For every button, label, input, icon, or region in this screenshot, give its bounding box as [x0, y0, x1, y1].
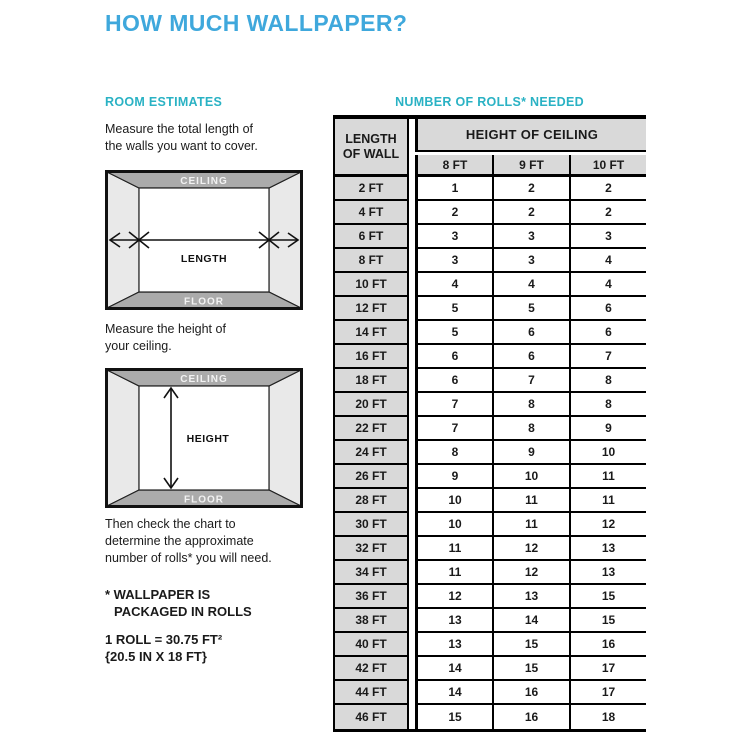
rolls-value-cell: 6 [569, 321, 646, 345]
rolls-value-cell: 4 [492, 273, 569, 297]
rolls-value-cell: 5 [492, 297, 569, 321]
wall-length-cell: 10 FT [333, 273, 409, 297]
rolls-value-cell: 2 [492, 201, 569, 225]
wall-length-cell: 24 FT [333, 441, 409, 465]
table-row [333, 465, 646, 489]
ceiling-label: CEILING [180, 176, 228, 187]
rolls-value-cell: 9 [492, 441, 569, 465]
rolls-value-cell: 8 [492, 393, 569, 417]
rolls-value-cell: 11 [569, 489, 646, 513]
table-row [333, 249, 646, 273]
wall-length-cell: 44 FT [333, 681, 409, 705]
rolls-value-cell: 8 [569, 393, 646, 417]
rolls-value-cell: 7 [492, 369, 569, 393]
table-row [333, 273, 646, 297]
rolls-value-cell: 16 [492, 705, 569, 729]
ceiling-label: CEILING [180, 374, 228, 385]
wall-length-cell: 28 FT [333, 489, 409, 513]
rolls-value-cell: 7 [415, 417, 492, 441]
rolls-value-cell: 6 [569, 297, 646, 321]
rolls-value-cell: 1 [415, 177, 492, 201]
instruction-step-2: Measure the height of your ceiling. [105, 322, 226, 353]
rolls-value-cell: 10 [492, 465, 569, 489]
rolls-value-cell: 15 [492, 633, 569, 657]
rolls-value-cell: 4 [569, 273, 646, 297]
rolls-value-cell: 16 [569, 633, 646, 657]
rolls-value-cell: 11 [415, 561, 492, 585]
ceiling-height-columns [415, 155, 646, 177]
rolls-value-cell: 17 [569, 681, 646, 705]
table-row [333, 321, 646, 345]
rolls-value-cell: 2 [415, 201, 492, 225]
wall-length-cell: 12 FT [333, 297, 409, 321]
rolls-value-cell: 3 [415, 249, 492, 273]
rolls-value-cell: 13 [415, 609, 492, 633]
table-row [333, 705, 646, 729]
rolls-value-cell: 11 [415, 537, 492, 561]
wall-length-cell: 42 FT [333, 657, 409, 681]
table-row [333, 201, 646, 225]
wall-length-cell: 20 FT [333, 393, 409, 417]
rolls-value-cell: 8 [415, 441, 492, 465]
table-row [333, 561, 646, 585]
left-wall-shape [107, 370, 139, 506]
rolls-value-cell: 6 [415, 345, 492, 369]
wall-length-cell: 30 FT [333, 513, 409, 537]
table-row [333, 225, 646, 249]
wall-length-cell: 26 FT [333, 465, 409, 489]
column-header-9ft: 9 FT [492, 155, 569, 174]
rolls-value-cell: 8 [492, 417, 569, 441]
wall-length-cell: 32 FT [333, 537, 409, 561]
rolls-value-cell: 10 [415, 489, 492, 513]
table-row [333, 297, 646, 321]
column-header-10ft: 10 FT [569, 155, 646, 174]
wall-length-cell: 6 FT [333, 225, 409, 249]
rolls-value-cell: 12 [569, 513, 646, 537]
instruction-step-3: Then check the chart to determine the approximate number of rolls* you will need. [105, 517, 272, 565]
rolls-value-cell: 4 [569, 249, 646, 273]
rolls-value-cell: 6 [492, 321, 569, 345]
rolls-value-cell: 8 [569, 369, 646, 393]
wall-length-cell: 38 FT [333, 609, 409, 633]
rolls-table [333, 115, 646, 732]
floor-label: FLOOR [184, 494, 224, 506]
rolls-value-cell: 10 [415, 513, 492, 537]
rolls-value-cell: 7 [415, 393, 492, 417]
table-body [333, 177, 646, 729]
rolls-value-cell: 2 [569, 177, 646, 201]
wall-length-cell: 8 FT [333, 249, 409, 273]
rolls-value-cell: 10 [569, 441, 646, 465]
page-title: HOW MUCH WALLPAPER? [105, 10, 408, 36]
rolls-value-cell: 16 [492, 681, 569, 705]
roll-size-info: 1 ROLL = 30.75 FT² {20.5 IN X 18 FT} [105, 632, 223, 664]
rolls-value-cell: 11 [569, 465, 646, 489]
rolls-value-cell: 14 [415, 657, 492, 681]
room-estimates-heading: ROOM ESTIMATES [105, 95, 223, 109]
table-row [333, 681, 646, 705]
rolls-value-cell: 9 [415, 465, 492, 489]
wall-length-cell: 16 FT [333, 345, 409, 369]
rolls-value-cell: 13 [569, 537, 646, 561]
rolls-value-cell: 14 [492, 609, 569, 633]
rolls-value-cell: 9 [569, 417, 646, 441]
table-row [333, 657, 646, 681]
wall-length-cell: 2 FT [333, 177, 409, 201]
rolls-needed-heading: NUMBER OF ROLLS* NEEDED [395, 95, 584, 109]
rolls-value-cell: 11 [492, 513, 569, 537]
rolls-value-cell: 6 [415, 369, 492, 393]
floor-label: FLOOR [184, 296, 224, 308]
rolls-value-cell: 6 [492, 345, 569, 369]
table-row [333, 393, 646, 417]
table-row [333, 441, 646, 465]
wall-length-cell: 46 FT [333, 705, 409, 729]
height-label: HEIGHT [186, 433, 230, 445]
table-row [333, 369, 646, 393]
table-row [333, 585, 646, 609]
rolls-value-cell: 12 [492, 537, 569, 561]
length-of-wall-header: LENGTH OF WALL [333, 119, 409, 177]
table-row [333, 537, 646, 561]
rolls-value-cell: 3 [569, 225, 646, 249]
rolls-value-cell: 11 [492, 489, 569, 513]
room-height-diagram [105, 368, 303, 508]
table-row [333, 633, 646, 657]
rolls-value-cell: 3 [415, 225, 492, 249]
table-row [333, 489, 646, 513]
rolls-value-cell: 18 [569, 705, 646, 729]
rolls-value-cell: 15 [569, 585, 646, 609]
rolls-value-cell: 5 [415, 321, 492, 345]
rolls-value-cell: 15 [415, 705, 492, 729]
wall-length-cell: 18 FT [333, 369, 409, 393]
height-of-ceiling-header: HEIGHT OF CEILING [415, 119, 646, 152]
wall-length-cell: 40 FT [333, 633, 409, 657]
column-header-8ft: 8 FT [442, 157, 468, 172]
rolls-value-cell: 7 [569, 345, 646, 369]
rolls-value-cell: 5 [415, 297, 492, 321]
rolls-value-cell: 12 [492, 561, 569, 585]
rolls-value-cell: 3 [492, 225, 569, 249]
packaging-note: * WALLPAPER IS PACKAGED IN ROLLS [105, 587, 252, 619]
rolls-value-cell: 13 [569, 561, 646, 585]
rolls-value-cell: 3 [492, 249, 569, 273]
rolls-value-cell: 2 [492, 177, 569, 201]
length-label: LENGTH [180, 253, 228, 265]
rolls-value-cell: 17 [569, 657, 646, 681]
table-row [333, 609, 646, 633]
wall-length-cell: 34 FT [333, 561, 409, 585]
rolls-value-cell: 15 [492, 657, 569, 681]
rolls-value-cell: 13 [415, 633, 492, 657]
right-wall-shape [269, 370, 301, 506]
wall-length-cell: 22 FT [333, 417, 409, 441]
wall-length-cell: 14 FT [333, 321, 409, 345]
rolls-value-cell: 14 [415, 681, 492, 705]
wall-length-cell: 36 FT [333, 585, 409, 609]
table-row [333, 345, 646, 369]
room-length-diagram [105, 170, 303, 310]
table-row [333, 417, 646, 441]
rolls-value-cell: 4 [415, 273, 492, 297]
rolls-value-cell: 2 [569, 201, 646, 225]
rolls-table-header [333, 119, 646, 177]
instruction-step-1: Measure the total length of the walls you want to cover. [105, 122, 258, 153]
table-row [333, 177, 646, 201]
table-row [333, 513, 646, 537]
rolls-value-cell: 12 [415, 585, 492, 609]
rolls-value-cell: 13 [492, 585, 569, 609]
rolls-value-cell: 15 [569, 609, 646, 633]
wall-length-cell: 4 FT [333, 201, 409, 225]
